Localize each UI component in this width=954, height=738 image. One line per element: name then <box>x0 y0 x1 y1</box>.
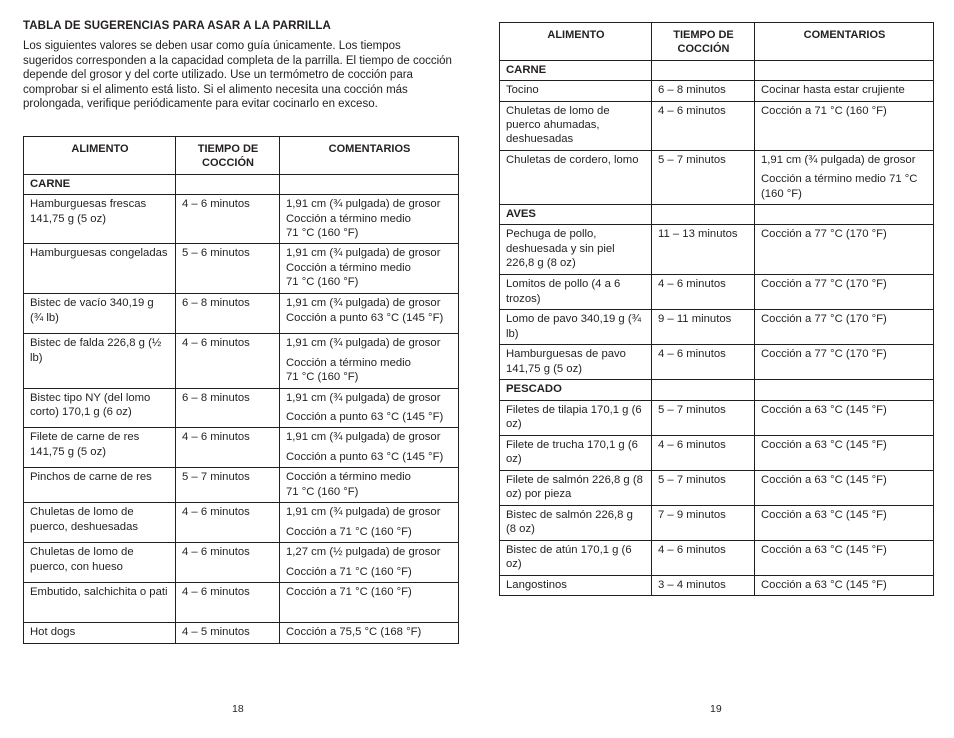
food-cell: Tocino <box>500 81 652 101</box>
food-cell: Filetes de tilapia 170,1 g (6 oz) <box>500 400 652 435</box>
time-cell: 4 – 6 minutos <box>652 345 755 380</box>
table-row <box>500 345 934 380</box>
comment-line: Cocción a término medio <box>286 261 411 274</box>
table-row <box>500 400 934 435</box>
food-cell: Chuletas de cordero, lomo <box>500 150 652 204</box>
grilling-table-left <box>23 136 459 644</box>
food-cell: Bistec de vacío 340,19 g (¾ lb) <box>24 294 176 334</box>
comments-cell <box>280 244 459 294</box>
time-cell: 4 – 6 minutos <box>176 195 280 244</box>
comment-line: Cocción a 75,5 °C (168 °F) <box>286 626 422 639</box>
food-cell: Chuletas de lomo de puerco ahumadas, deshuesadas <box>500 101 652 150</box>
comment-line: Cocción a 77 °C (170 °F) <box>761 278 887 291</box>
comment-line: Cocinar hasta estar crujiente <box>761 84 905 97</box>
comment-line: Cocción a 63 °C (145 °F) <box>761 508 887 521</box>
food-cell: Filete de carne de res 141,75 g (5 oz) <box>24 428 176 468</box>
table-row <box>24 388 459 428</box>
comments-cell <box>280 583 459 623</box>
empty-cell <box>652 205 755 225</box>
table-row <box>500 310 934 345</box>
intro-paragraph: Los siguientes valores se deben usar como guía únicamente. Los tiempos sugeridos corresponden a la capacidad completa de la parrilla. El tiempo de cocción depende del grosor y del corte utilizado. Use un termómetro de cocción para comprobar si el alimento está listo. Si el alimento necesita una cocción más prolongada, verifique periódicamente para evitar cocinarlo en exceso. <box>23 40 452 111</box>
comment-line: Cocción a punto 63 °C (145 °F) <box>286 411 444 424</box>
empty-cell <box>176 174 280 194</box>
comment-line: 71 °C (160 °F) <box>286 276 359 289</box>
category-row <box>500 205 934 225</box>
comments-cell <box>755 310 934 345</box>
comment-line: Cocción a 63 °C (145 °F) <box>761 438 887 451</box>
comment-line: Cocción a término medio <box>286 212 411 225</box>
comment-line: Cocción a 77 °C (170 °F) <box>761 313 887 326</box>
food-cell: Chuletas de lomo de puerco, deshuesadas <box>24 503 176 543</box>
time-cell: 4 – 6 minutos <box>176 583 280 623</box>
time-cell: 6 – 8 minutos <box>176 294 280 334</box>
table-row <box>500 81 934 101</box>
comments-cell <box>755 540 934 575</box>
time-cell: 5 – 7 minutos <box>652 470 755 505</box>
comment-line: Cocción a punto 63 °C (145 °F) <box>286 311 444 324</box>
comments-cell <box>280 623 459 643</box>
comments-cell <box>755 81 934 101</box>
table-row <box>24 583 459 623</box>
time-cell: 6 – 8 minutos <box>176 388 280 428</box>
comment-line: 71 °C (160 °F) <box>286 227 359 240</box>
time-cell: 4 – 6 minutos <box>652 101 755 150</box>
food-cell: Chuletas de lomo de puerco, con hueso <box>24 543 176 583</box>
category-row <box>500 380 934 400</box>
comments-cell <box>280 468 459 503</box>
table-row <box>500 101 934 150</box>
comment-line: Cocción a término medio <box>286 356 411 369</box>
comment-line: 1,91 cm (¾ pulgada) de grosor <box>286 391 441 404</box>
category-row <box>500 60 934 80</box>
comments-cell <box>755 225 934 275</box>
table-row <box>24 334 459 388</box>
comments-cell <box>280 543 459 583</box>
food-cell: Embutido, salchichita o pati <box>24 583 176 623</box>
food-cell: Bistec de falda 226,8 g (½ lb) <box>24 334 176 388</box>
time-cell: 4 – 6 minutos <box>176 543 280 583</box>
table-row <box>500 435 934 470</box>
comment-line: 1,91 cm (¾ pulgada) de grosor <box>286 431 441 444</box>
comments-cell <box>755 470 934 505</box>
comment-line: 1,91 cm (¾ pulgada) de grosor <box>286 198 441 211</box>
empty-cell <box>755 380 934 400</box>
time-cell: 9 – 11 minutos <box>652 310 755 345</box>
page-title: TABLA DE SUGERENCIAS PARA ASAR A LA PARRILLA <box>23 20 331 32</box>
grilling-table-right <box>499 22 934 596</box>
comments-cell <box>280 428 459 468</box>
food-cell: Bistec de atún 170,1 g (6 oz) <box>500 540 652 575</box>
food-cell: Hamburguesas de pavo 141,75 g (5 oz) <box>500 345 652 380</box>
comment-line: Cocción a 63 °C (145 °F) <box>761 578 887 591</box>
food-cell: Lomitos de pollo (4 a 6 trozos) <box>500 275 652 310</box>
comment-line: Cocción a 63 °C (145 °F) <box>761 473 887 486</box>
food-cell: Lomo de pavo 340,19 g (¾ lb) <box>500 310 652 345</box>
comments-cell <box>755 575 934 595</box>
comment-line: 1,91 cm (¾ pulgada) de grosor <box>286 506 441 519</box>
header-comments: COMENTARIOS <box>280 137 459 175</box>
time-cell: 4 – 5 minutos <box>176 623 280 643</box>
table-row <box>500 540 934 575</box>
time-cell: 5 – 7 minutos <box>652 150 755 204</box>
food-cell: Filete de trucha 170,1 g (6 oz) <box>500 435 652 470</box>
time-cell: 4 – 6 minutos <box>176 334 280 388</box>
time-cell: 5 – 7 minutos <box>176 468 280 503</box>
comment-line: Cocción a 71 °C (160 °F) <box>286 565 412 578</box>
comments-cell <box>280 388 459 428</box>
comment-line: Cocción a 63 °C (145 °F) <box>761 543 887 556</box>
time-cell: 4 – 6 minutos <box>176 428 280 468</box>
page-number: 19 <box>710 703 722 715</box>
category-label: CARNE <box>24 174 176 194</box>
time-cell: 5 – 6 minutos <box>176 244 280 294</box>
comment-line: Cocción a 71 °C (160 °F) <box>761 104 887 117</box>
page-number: 18 <box>232 703 244 715</box>
header-food: ALIMENTO <box>500 23 652 61</box>
table-row <box>24 294 459 334</box>
table-row <box>24 503 459 543</box>
header-time: TIEMPO DE COCCIÓN <box>176 137 280 175</box>
right-page <box>477 0 954 738</box>
category-label: PESCADO <box>500 380 652 400</box>
time-cell: 4 – 6 minutos <box>176 503 280 543</box>
comment-line: Cocción a 77 °C (170 °F) <box>761 348 887 361</box>
food-cell: Filete de salmón 226,8 g (8 oz) por pieza <box>500 470 652 505</box>
table-row <box>24 543 459 583</box>
comment-line: Cocción a término medio <box>286 471 411 484</box>
food-cell: Hamburguesas frescas 141,75 g (5 oz) <box>24 195 176 244</box>
table-row <box>24 468 459 503</box>
food-cell: Hot dogs <box>24 623 176 643</box>
comment-line: 1,91 cm (¾ pulgada) de grosor <box>761 153 916 166</box>
table-row <box>500 275 934 310</box>
food-cell: Bistec tipo NY (del lomo corto) 170,1 g (6 oz) <box>24 388 176 428</box>
comments-cell <box>280 294 459 334</box>
food-cell: Pinchos de carne de res <box>24 468 176 503</box>
time-cell: 3 – 4 minutos <box>652 575 755 595</box>
comments-cell <box>755 435 934 470</box>
comment-line: 1,27 cm (½ pulgada) de grosor <box>286 546 441 559</box>
table-row <box>24 244 459 294</box>
time-cell: 6 – 8 minutos <box>652 81 755 101</box>
comment-line: 1,91 cm (¾ pulgada) de grosor <box>286 247 441 260</box>
time-cell: 4 – 6 minutos <box>652 275 755 310</box>
time-cell: 7 – 9 minutos <box>652 505 755 540</box>
time-cell: 4 – 6 minutos <box>652 540 755 575</box>
empty-cell <box>652 380 755 400</box>
comment-line: 1,91 cm (¾ pulgada) de grosor <box>286 297 441 310</box>
table-row <box>500 225 934 275</box>
table-row <box>500 575 934 595</box>
comment-line: Cocción a 77 °C (170 °F) <box>761 228 887 241</box>
category-label: AVES <box>500 205 652 225</box>
food-cell: Pechuga de pollo, deshuesada y sin piel 226,8 g (8 oz) <box>500 225 652 275</box>
table-row <box>24 195 459 244</box>
time-cell: 4 – 6 minutos <box>652 435 755 470</box>
category-label: CARNE <box>500 60 652 80</box>
comment-line: 1,91 cm (¾ pulgada) de grosor <box>286 337 441 350</box>
empty-cell <box>280 174 459 194</box>
comments-cell <box>755 150 934 204</box>
comments-cell <box>280 195 459 244</box>
comment-line: Cocción a 71 °C (160 °F) <box>286 586 412 599</box>
comment-line: 71 °C (160 °F) <box>286 485 359 498</box>
comment-line: Cocción a término medio 71 °C (160 °F) <box>761 173 918 200</box>
comments-cell <box>755 101 934 150</box>
comments-cell <box>755 400 934 435</box>
comment-line: Cocción a 71 °C (160 °F) <box>286 525 412 538</box>
table-row <box>500 470 934 505</box>
table-row <box>500 150 934 204</box>
food-cell: Langostinos <box>500 575 652 595</box>
time-cell: 5 – 7 minutos <box>652 400 755 435</box>
comments-cell <box>755 505 934 540</box>
comments-cell <box>280 334 459 388</box>
table-row <box>500 505 934 540</box>
header-food: ALIMENTO <box>24 137 176 175</box>
table-row <box>24 623 459 643</box>
empty-cell <box>652 60 755 80</box>
food-cell: Hamburguesas congeladas <box>24 244 176 294</box>
header-comments: COMENTARIOS <box>755 23 934 61</box>
comments-cell <box>755 275 934 310</box>
category-row <box>24 174 459 194</box>
comments-cell <box>280 503 459 543</box>
empty-cell <box>755 60 934 80</box>
comment-line: 71 °C (160 °F) <box>286 371 359 384</box>
time-cell: 11 – 13 minutos <box>652 225 755 275</box>
food-cell: Bistec de salmón 226,8 g (8 oz) <box>500 505 652 540</box>
comments-cell <box>755 345 934 380</box>
header-time: TIEMPO DE COCCIÓN <box>652 23 755 61</box>
comment-line: Cocción a 63 °C (145 °F) <box>761 403 887 416</box>
table-row <box>24 428 459 468</box>
empty-cell <box>755 205 934 225</box>
comment-line: Cocción a punto 63 °C (145 °F) <box>286 450 444 463</box>
